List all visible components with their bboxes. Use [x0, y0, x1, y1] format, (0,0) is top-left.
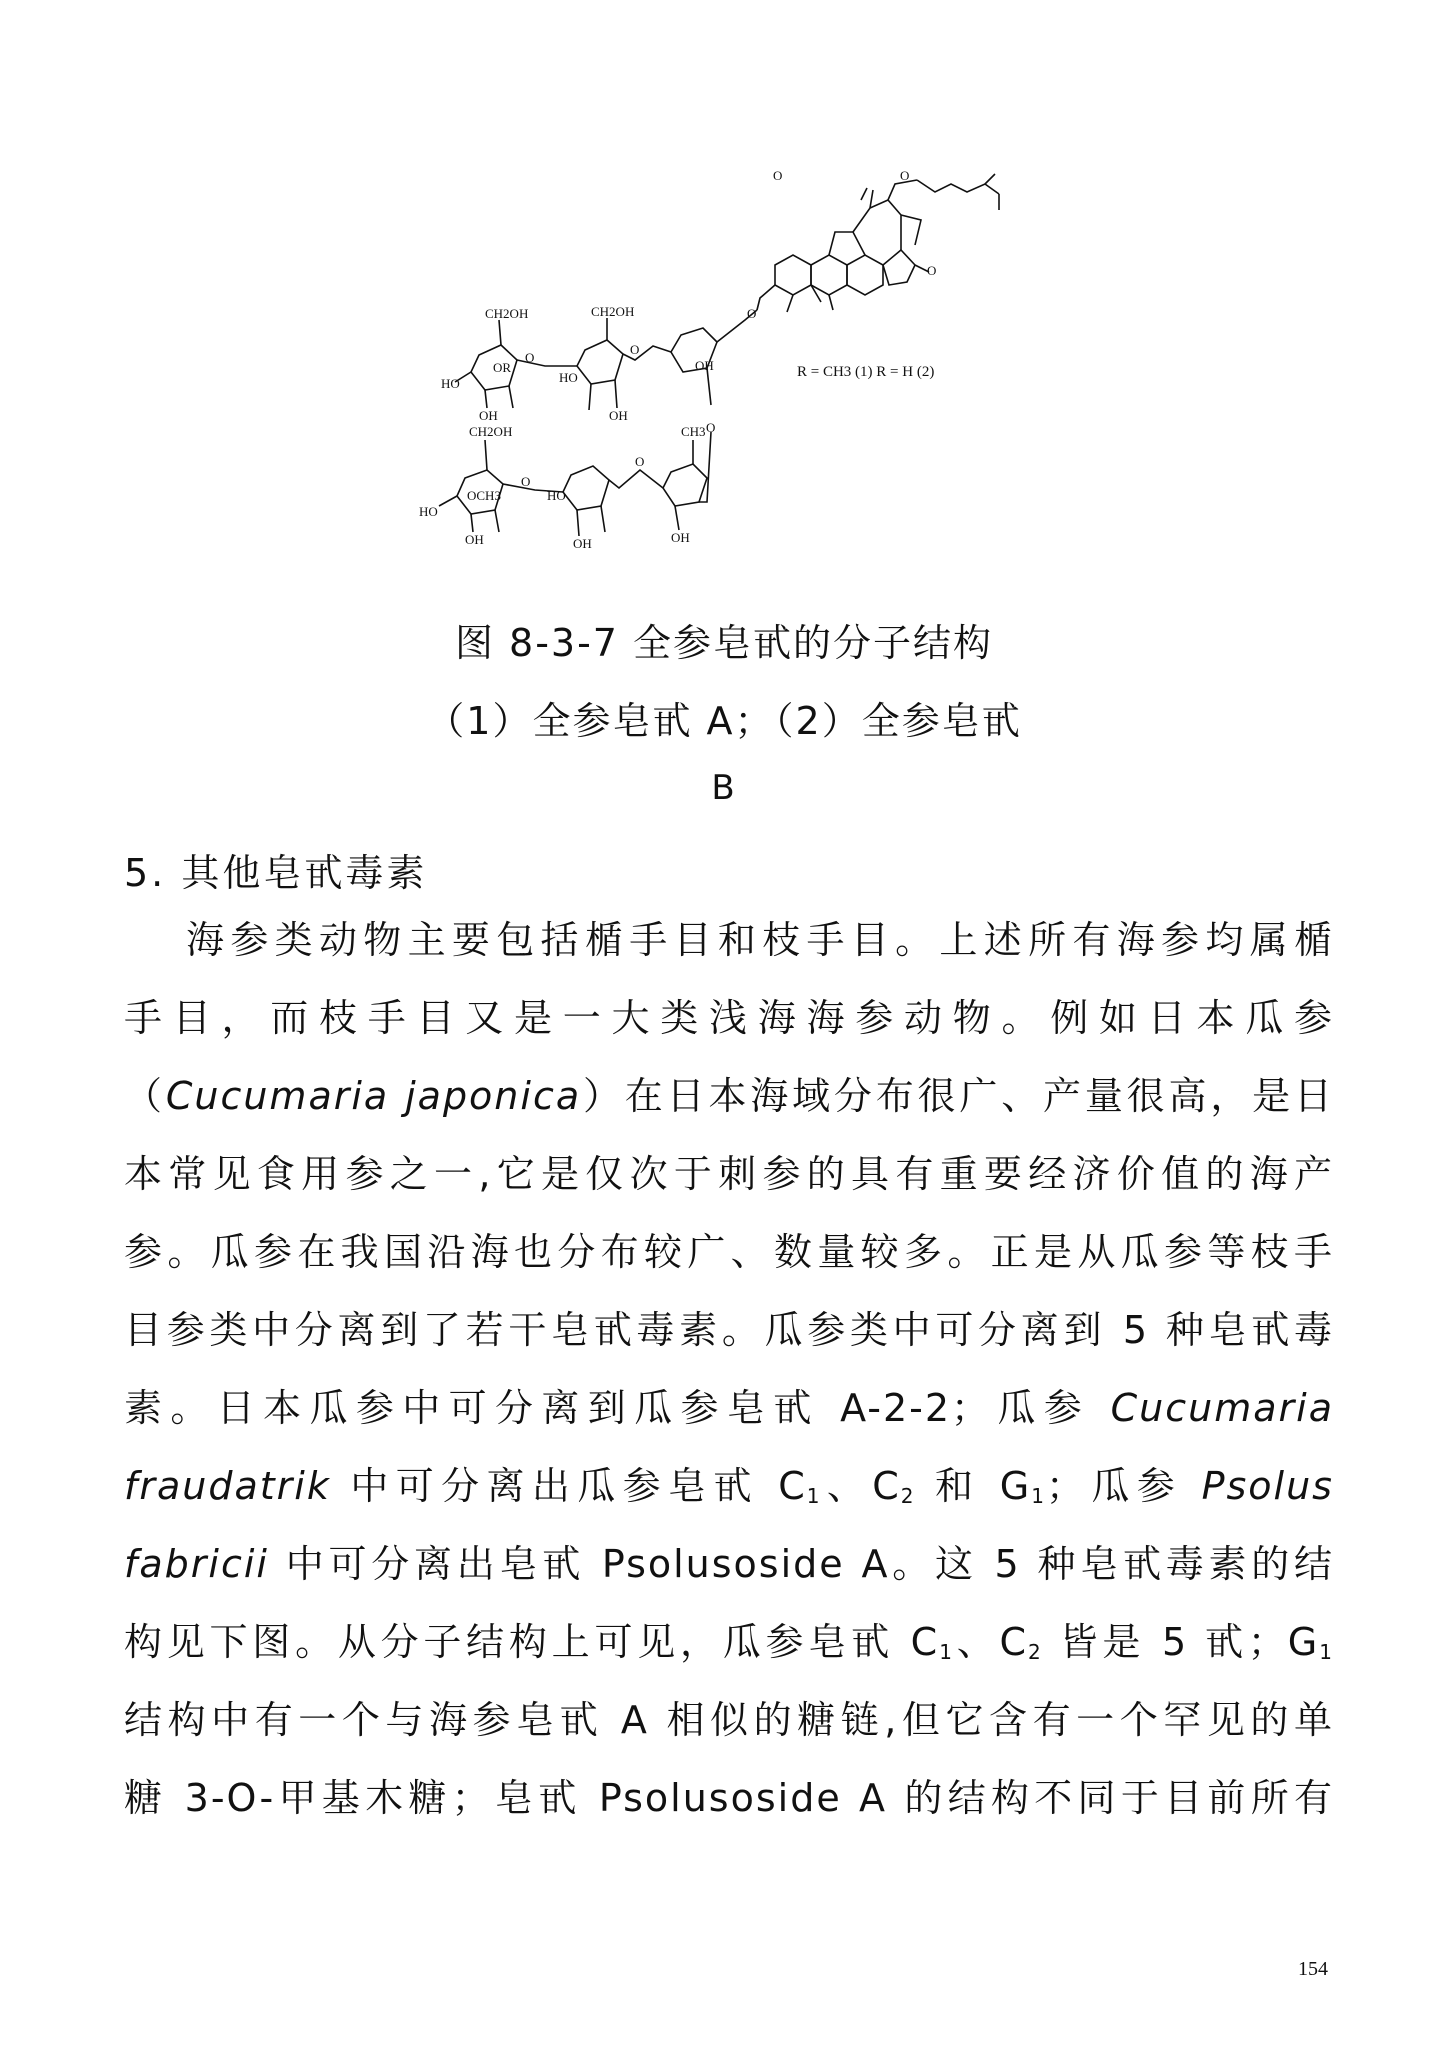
text-span: 、C	[953, 1620, 1029, 1664]
text-span: 构见下图。从分子结构上可见，瓜参皂甙 C	[124, 1620, 940, 1664]
ketone-o-label: O	[927, 263, 937, 278]
r-group-legend: R = CH3 (1) R = H (2)	[797, 364, 935, 380]
oh-label-1: OH	[479, 408, 498, 423]
subscript: 2	[900, 1484, 916, 1508]
oh-label-3: OH	[695, 358, 714, 373]
oh-label-4: OH	[465, 532, 484, 547]
ho-label-3: HO	[419, 504, 438, 519]
oh-label-6: OH	[671, 530, 690, 545]
paragraph-line-2: 手目，而枝手目又是一大类浅海海参动物。例如日本瓜参	[124, 996, 1334, 1040]
paragraph-line-6: 目参类中分离到了若干皂甙毒素。瓜参类中可分离到 5 种皂甙毒	[124, 1308, 1334, 1352]
or-label: OR	[493, 360, 512, 375]
subscript: 1	[1031, 1484, 1046, 1508]
text-span: 素。日本瓜参中可分离到瓜参皂甙 A-2-2；瓜参	[124, 1386, 1111, 1430]
page-number: 154	[1298, 1958, 1328, 1980]
text-span: 中可分离出皂甙 Psolusoside A。这 5 种皂甙毒素的结	[268, 1542, 1334, 1586]
link-o-2: O	[525, 350, 535, 365]
species-name: Psolus	[1201, 1464, 1334, 1508]
section-heading: 5. 其他皂甙毒素	[124, 851, 428, 895]
ho-label-4: HO	[547, 488, 566, 503]
ho-label-1: HO	[441, 376, 460, 391]
paragraph-line-3	[124, 1068, 1334, 1146]
text-span: （	[124, 1074, 166, 1118]
subscript: 1	[939, 1640, 954, 1664]
species-name: fabricii	[124, 1542, 269, 1586]
paragraph-line-5: 参。瓜参在我国沿海也分布较广、数量较多。正是从瓜参等枝手	[124, 1230, 1334, 1274]
carbonyl-o-label: O	[773, 170, 783, 183]
text-span: 和 G	[915, 1464, 1032, 1508]
species-name: Cucumaria japonica	[165, 1074, 582, 1118]
paragraph-line-12: 糖 3-O-甲基木糖；皂甙 Psolusoside A 的结构不同于目前所有	[124, 1776, 1334, 1820]
text-span: 、C	[821, 1464, 901, 1508]
link-o-5: O	[521, 474, 531, 489]
paragraph-line-1: 海参类动物主要包括楯手目和枝手目。上述所有海参均属楯	[186, 918, 1334, 962]
bottom-ch2oh: CH2OH	[469, 424, 513, 439]
text-span: ）在日本海域分布很广、产量很高，是日	[581, 1074, 1334, 1118]
text-span: 皆是 5 甙；G	[1042, 1620, 1320, 1664]
link-o-4: O	[635, 454, 645, 469]
subscript: 1	[1319, 1640, 1334, 1664]
body-paragraph	[124, 912, 1334, 1848]
species-name: fraudatrik	[124, 1464, 331, 1508]
text-span: 中可分离出瓜参皂甙 C	[330, 1464, 807, 1508]
top-ch2oh-1: CH2OH	[485, 306, 529, 321]
ring-o-label: O	[900, 170, 910, 183]
glycoside-o-label: O	[747, 306, 757, 321]
figure-caption-continued: B	[711, 768, 737, 808]
paragraph-line-10	[124, 1614, 1334, 1692]
och3-label: OCH3	[467, 488, 501, 503]
link-o-3: O	[706, 420, 716, 435]
paragraph-line-9	[124, 1536, 1334, 1614]
top-ch2oh-2: CH2OH	[591, 304, 635, 319]
paragraph-line-4: 本常见食用参之一,它是仅次于刺参的具有重要经济价值的海产	[124, 1152, 1334, 1196]
species-name: Cucumaria	[1110, 1386, 1334, 1430]
figure-caption-title: 图 8-3-7 全参皂甙的分子结构	[454, 621, 994, 665]
subscript: 1	[806, 1484, 822, 1508]
oh-label-2: OH	[609, 408, 628, 423]
figure-caption-subtitle: （1）全参皂甙 A；（2）全参皂甙	[426, 699, 1022, 743]
oh-label-5: OH	[573, 536, 592, 551]
subscript: 2	[1028, 1640, 1043, 1664]
paragraph-line-8	[124, 1458, 1334, 1536]
paragraph-line-7	[124, 1380, 1334, 1458]
link-o-1: O	[630, 342, 640, 357]
molecular-structure-figure	[395, 170, 1095, 600]
text-span: ；瓜参	[1045, 1464, 1202, 1508]
ch3-label: CH3	[681, 424, 706, 439]
ho-label-2: HO	[559, 370, 578, 385]
paragraph-line-11: 结构中有一个与海参皂甙 A 相似的糖链,但它含有一个罕见的单	[124, 1698, 1334, 1742]
saponin-structure-drawing	[395, 170, 1095, 600]
